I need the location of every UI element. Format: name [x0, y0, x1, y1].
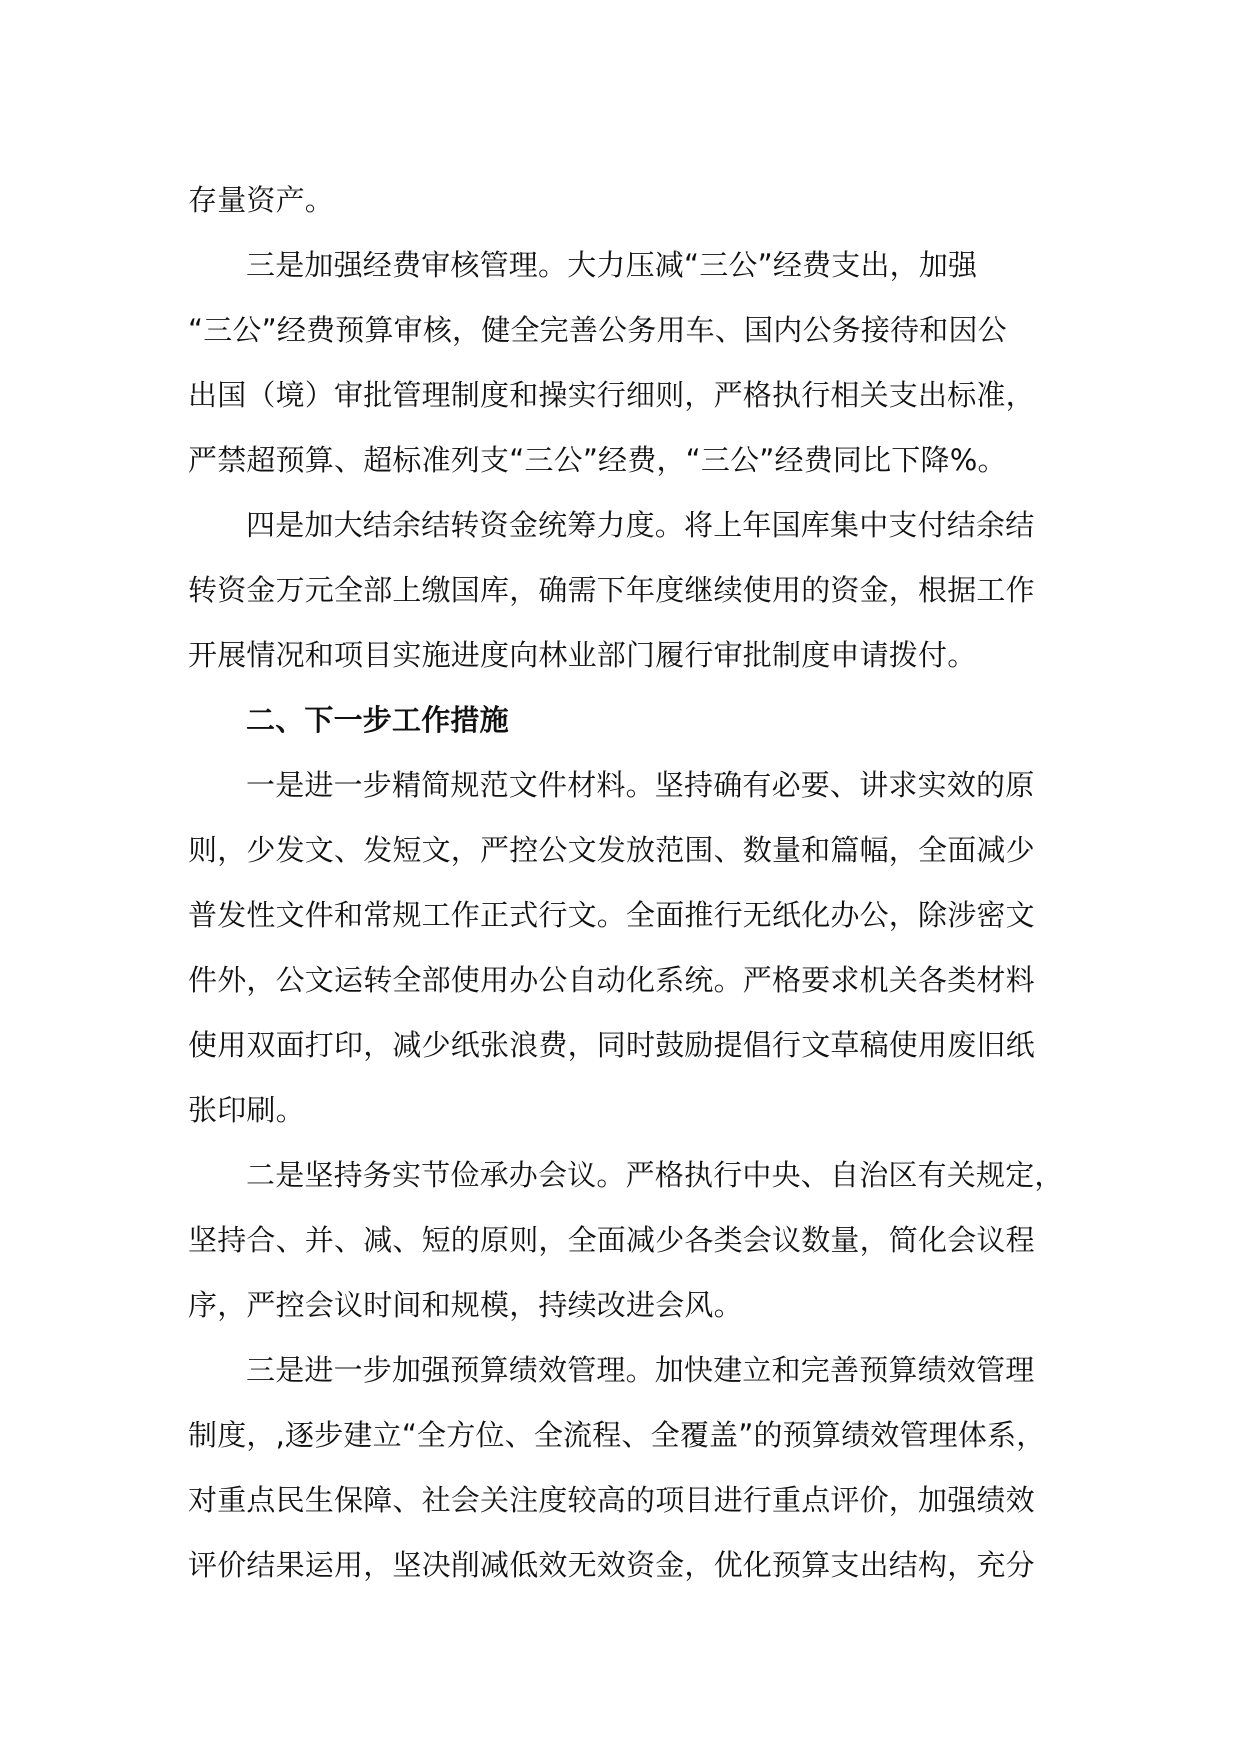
text-line: 存量资产。	[188, 183, 335, 217]
text-line: 序，严控会议时间和规模，持续改进会风。	[188, 1288, 743, 1322]
text-line: 评价结果运用，坚决削减低效无效资金，优化预算支出结构，充分	[188, 1548, 1035, 1582]
text-line: 张印刷。	[188, 1093, 305, 1127]
text-line: 使用双面打印，减少纸张浪费，同时鼓励提倡行文草稿使用废旧纸	[188, 1028, 1035, 1062]
text-line: 对重点民生保障、社会关注度较高的项目进行重点评价，加强绩效	[188, 1483, 1035, 1517]
paragraph-start-line: 四是加大结余结转资金统筹力度。将上年国库集中支付结余结	[246, 508, 1035, 542]
text-line: 件外，公文运转全部使用办公自动化系统。严格要求机关各类材料	[188, 963, 1035, 997]
text-line: 开展情况和项目实施进度向林业部门履行审批制度申请拨付。	[188, 638, 977, 672]
paragraph-start-line: 三是加强经费审核管理。大力压减“三公”经费支出，加强	[246, 248, 978, 282]
text-line: “三公”经费预算审核，健全完善公务用车、国内公务接待和因公	[188, 313, 1007, 347]
text-line: 转资金万元全部上缴国库，确需下年度继续使用的资金，根据工作	[188, 573, 1035, 607]
text-line: 严禁超预算、超标准列支“三公”经费，“三公”经费同比下降%。	[188, 443, 1007, 477]
document-body	[188, 168, 1068, 1598]
section-heading: 二、下一步工作措施	[246, 703, 509, 737]
paragraph-start-line: 一是进一步精简规范文件材料。坚持确有必要、讲求实效的原	[246, 768, 1035, 802]
text-line: 出国（境）审批管理制度和操实行细则，严格执行相关支出标准，	[188, 378, 1035, 412]
paragraph-start-line: 二是坚持务实节俭承办会议。严格执行中央、自治区有关规定，	[246, 1158, 1064, 1192]
text-line: 制度，,逐步建立“全方位、全流程、全覆盖”的预算绩效管理体系，	[188, 1418, 1046, 1452]
text-line: 则，少发文、发短文，严控公文发放范围、数量和篇幅，全面减少	[188, 833, 1035, 867]
paragraph-start-line: 三是进一步加强预算绩效管理。加快建立和完善预算绩效管理	[246, 1353, 1035, 1387]
text-line: 普发性文件和常规工作正式行文。全面推行无纸化办公，除涉密文	[188, 898, 1035, 932]
text-line: 坚持合、并、减、短的原则，全面减少各类会议数量，简化会议程	[188, 1223, 1035, 1257]
